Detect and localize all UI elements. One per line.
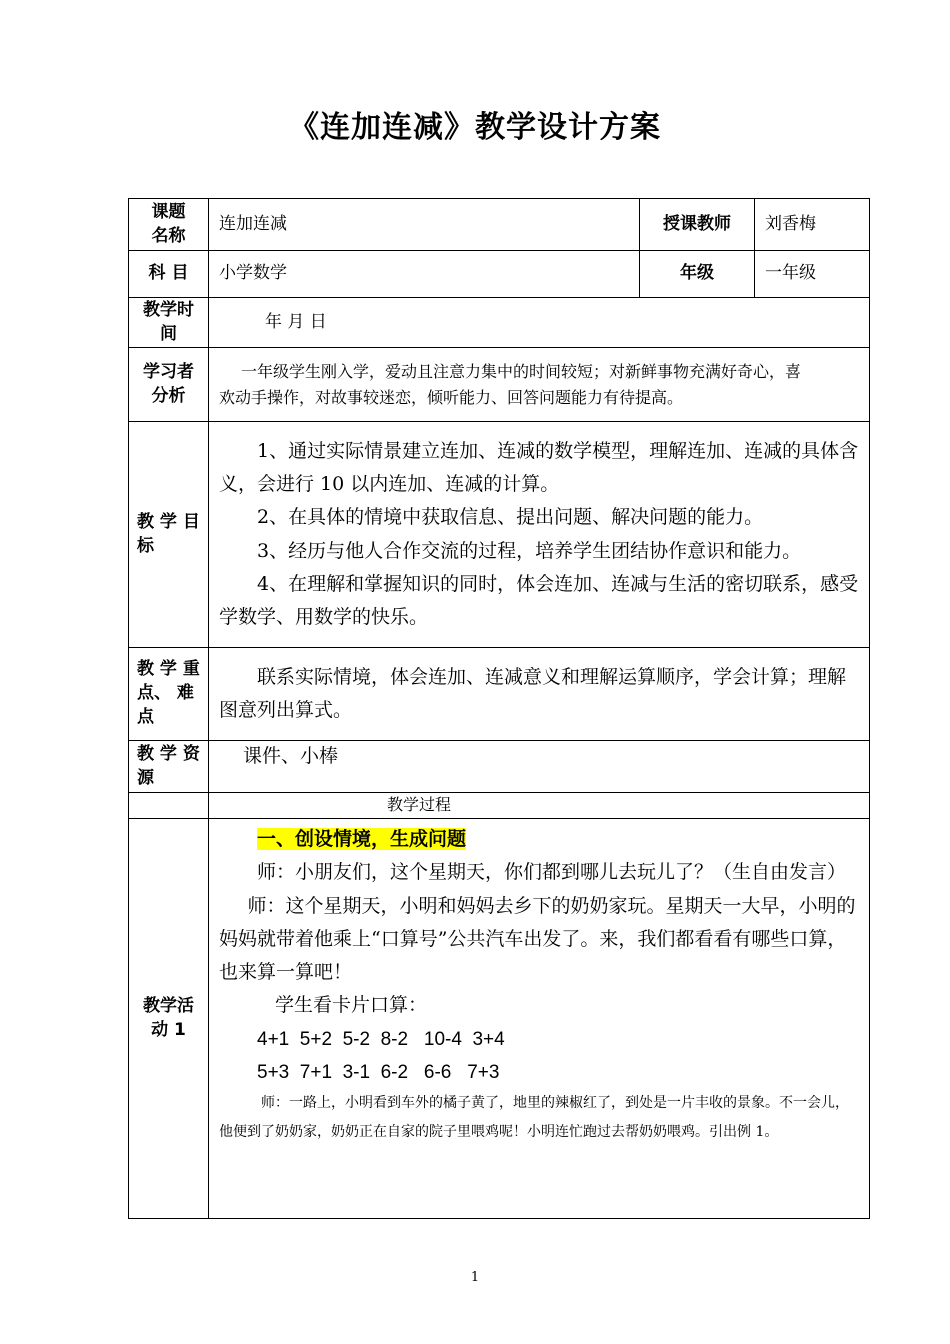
activity-paragraph: 师：小朋友们，这个星期天，你们都到哪儿去玩儿了？（生自由发言） [257,861,847,884]
process-blank-cell [129,793,209,819]
keypoints-label: 教 学 重 点、 难 点 [129,648,209,741]
topic-row [129,199,870,251]
time-label: 教学时 间 [129,298,209,348]
activity-content [209,819,870,1219]
goal-item: 2、在具体的情境中获取信息、提出问题、解决问题的能力。 [257,506,764,529]
learner-line-2: 欢动手操作，对故事较迷恋，倾听能力、回答问题能力有待提高。 [219,387,684,407]
grade-value: 一年级 [755,251,870,298]
document-title: 《连加连减》教学设计方案 [289,110,661,145]
subject-label: 科 目 [129,251,209,298]
goals-label: 教 学 目 标 [129,422,209,648]
learner-analysis [209,348,870,422]
activity-row [129,819,870,1219]
keypoints-content [209,648,870,741]
grade-label: 年级 [640,251,755,298]
goal-item: 4、在理解和掌握知识的同时，体会连加、连减与生活的密切联系，感受学数学、用数学的快乐。 [219,572,859,628]
goals-content [209,422,870,648]
teacher-label: 授课教师 [640,199,755,251]
keypoints-text: 联系实际情境，体会连加、连减意义和理解运算顺序，学会计算；理解图意列出算式。 [219,665,847,721]
time-row [129,298,870,348]
learner-line-1: 一年级学生刚入学，爱动且注意力集中的时间较短；对新鲜事物充满好奇心，喜 [241,361,802,381]
activity-paragraph: 师：一路上，小明看到车外的橘子黄了，地里的辣椒红了，到处是一片丰收的景象。不一会儿，他便到了奶奶家，奶奶正在自家的院子里喂鸡呢！小明连忙跑过去帮奶奶喂鸡。引出例 1。 [219,1095,849,1140]
goals-row [129,422,870,648]
subject-row [129,251,870,298]
resources-value: 课件、小棒 [209,741,870,793]
activity-heading: 一、创设情境，生成问题 [257,828,467,850]
keypoints-row [129,648,870,741]
activity-paragraph: 师：这个星期天，小明和妈妈去乡下的奶奶家玩。星期天一大早，小明的妈妈就带着他乘上“口算号”公共汽车出发了。来，我们都看看有哪些口算，也来算一算吧！ [219,894,856,983]
page-number: 1 [470,1270,480,1285]
goal-item: 1、通过实际情景建立连加、连减的数学模型，理解连加、连减的具体含义，会进行 10 以内连加、连减的计算。 [219,439,859,495]
process-row [129,793,870,819]
activity-paragraph: 学生看卡片口算： [275,994,428,1017]
topic-value: 连加连减 [209,199,640,251]
teacher-value: 刘香梅 [755,199,870,251]
process-heading: 教学过程 [209,793,870,819]
activity-label: 教学活 动 1 [129,819,209,1219]
time-value: 年 月 日 [209,298,870,348]
learner-row [129,348,870,422]
learner-label: 学习者 分析 [129,348,209,422]
topic-label: 课题 名称 [129,199,209,251]
oral-calc-row: 4+1 5+2 5-2 8-2 10-4 3+4 [257,1028,505,1050]
subject-value: 小学数学 [209,251,640,298]
resources-label: 教 学 资 源 [129,741,209,793]
lesson-plan-table [128,198,870,1219]
goal-item: 3、经历与他人合作交流的过程，培养学生团结协作意识和能力。 [257,539,802,562]
oral-calc-row: 5+3 7+1 3-1 6-2 6-6 7+3 [257,1061,500,1083]
resources-row [129,741,870,793]
